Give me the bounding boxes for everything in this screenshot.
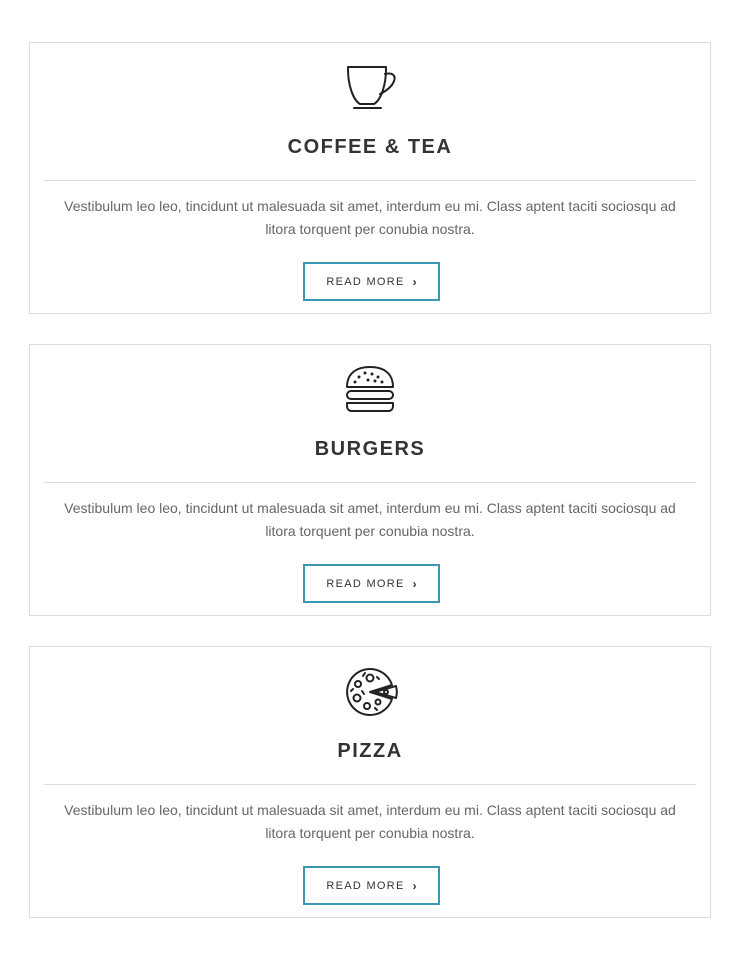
chevron-right-icon: ›	[412, 878, 417, 893]
card-description: Vestibulum leo leo, tincidunt ut malesuada sit amet, interdum eu mi. Class aptent taciti sociosqu ad litora torquent per conubia nostra.	[64, 802, 676, 841]
read-more-button[interactable]	[303, 866, 440, 905]
burger-icon	[342, 365, 398, 415]
coffee-cup-icon	[342, 63, 398, 113]
read-more-button[interactable]	[303, 564, 440, 603]
card-divider	[44, 482, 696, 483]
read-more-label: READ MORE	[326, 275, 405, 288]
read-more-button[interactable]	[303, 262, 440, 301]
service-card-pizza	[29, 646, 711, 918]
service-card-burgers	[29, 344, 711, 616]
card-title: PIZZA	[337, 740, 403, 762]
service-card-coffee-tea	[29, 42, 711, 314]
pizza-icon	[342, 667, 398, 717]
card-divider	[44, 180, 696, 181]
card-title: BURGERS	[314, 438, 426, 460]
card-description: Vestibulum leo leo, tincidunt ut malesuada sit amet, interdum eu mi. Class aptent taciti sociosqu ad litora torquent per conubia nostra.	[64, 198, 676, 237]
chevron-right-icon: ›	[412, 274, 417, 289]
card-description: Vestibulum leo leo, tincidunt ut malesuada sit amet, interdum eu mi. Class aptent taciti sociosqu ad litora torquent per conubia nostra.	[64, 500, 676, 539]
chevron-right-icon: ›	[412, 576, 417, 591]
read-more-label: READ MORE	[326, 879, 405, 892]
card-divider	[44, 784, 696, 785]
read-more-label: READ MORE	[326, 577, 405, 590]
card-title: COFFEE & TEA	[287, 136, 453, 158]
